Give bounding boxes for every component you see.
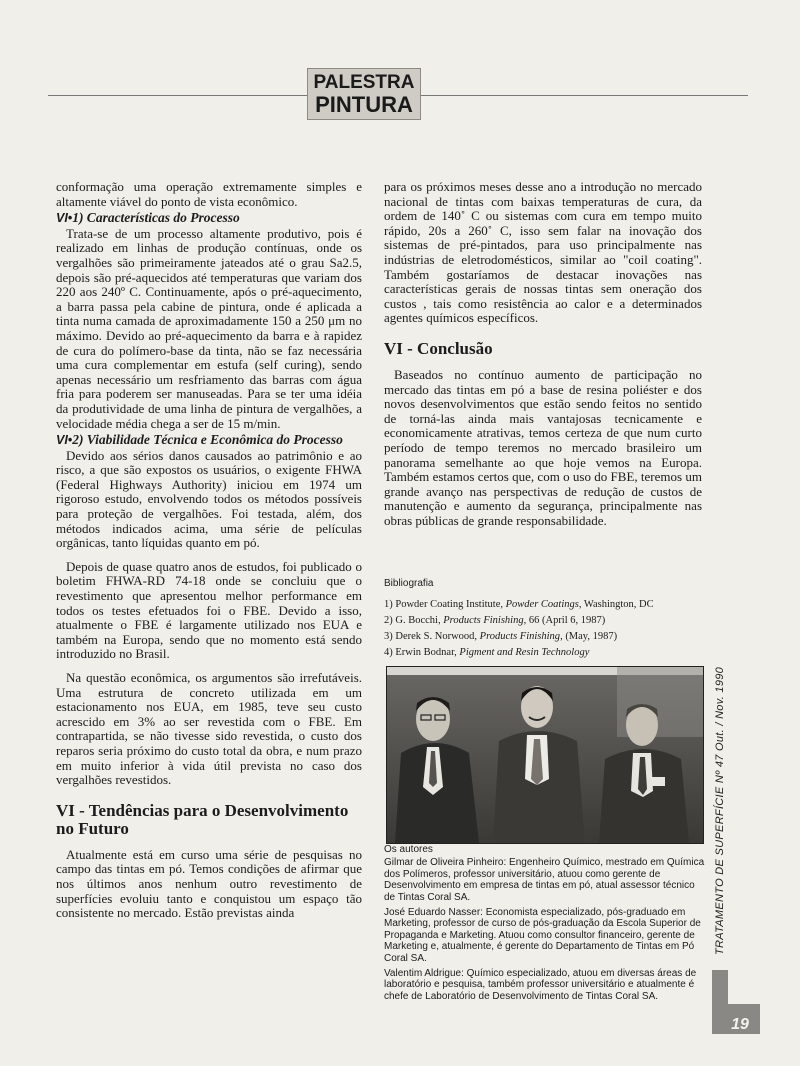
bibliography-item: 3) Derek S. Norwood, Products Finishing, (May, 1987) bbox=[384, 631, 618, 642]
caption-author-1: Gilmar de Oliveira Pinheiro: Engenheiro Químico, mestrado em Química dos Polímeros, professor universitário, atuou como gerente de Desenvolvimento em empresa de tintas em pó, atual assessor técnico de Tintas Coral SA. bbox=[384, 857, 705, 903]
paragraph-fhwa: Devido aos sérios danos causados ao patrimônio e ao risco, a que são expostos os usuários, o exigente FHWA (Federal Highways Authority) iniciou em 1974 um rigoroso estudo, envolvendo todos os métodos possíveis para proteção de vergalhões. Foi testada, além, dos métodos indicados acima, uma série de películas orgânicas, tanto líquidas quanto em pó. bbox=[56, 447, 362, 551]
subheading-viability bbox=[56, 433, 362, 448]
paragraph-process: Trata-se de um processo altamente produtivo, pois é realizado em linhas de produção contínuas, onde os vergalhões são primeiramente jateados até o grau Sa2.5, depois são pré-aquecidos até temperaturas que variam dos 220 aos 240º C. Continuamente, após o pré-aquecimento, a barra passa pela cabine de pintura, onde é aplicada a tinta numa camada de aproximadamente 150 a 250 μm no máximo. Devido ao pré-aquecimento da barra e à rapidez de cura do polímero-base da tinta, não se faz necessária uma cura complementar em estufa (self curing), sendo apenas necessário um resfriamento das barras com água fria para poderem ser manuseadas. Para se ter uma idéia da produtividade de uma linha de pintura de vergalhões, a velocidade média chega a ser de 15 m/min. bbox=[56, 225, 362, 431]
section-label bbox=[307, 68, 421, 120]
subheading-text: 2) Viabilidade Técnica e Econômica do Processo bbox=[72, 432, 343, 448]
heading-conclusao: VI - Conclusão bbox=[384, 338, 493, 358]
bibliography-title: Bibliografia bbox=[384, 578, 434, 589]
bibliography bbox=[384, 577, 704, 662]
paragraph-intro: conformação uma operação extremamente simples e altamente viável do ponto de vista econômico. bbox=[56, 179, 362, 209]
authors-captions bbox=[384, 844, 706, 1006]
journal-vertical-label: TRATAMENTO DE SUPERFÍCIE Nº 47 Out. / Nov. 1990 bbox=[714, 666, 726, 955]
left-column bbox=[56, 180, 362, 921]
authors-photo-illustration bbox=[387, 667, 703, 843]
subheading-characteristics bbox=[56, 211, 362, 226]
bibliography-item: 1) Powder Coating Institute, Powder Coatings, Washington, DC bbox=[384, 599, 654, 610]
caption-author-3: Valentim Aldrigue: Químico especializado, atuou em diversas áreas de laboratório e pesquisa, também professor universitário e atualmente é chefe de Laboratório de Desenvolvimento de Tintas Coral SA. bbox=[384, 968, 697, 1002]
section-label-line2: PINTURA bbox=[315, 92, 413, 117]
paragraph-fbe: Depois de quase quatro anos de estudos, foi publicado o boletim FHWA-RD 74-18 onde se concluiu que o revestimento que apresentou melhor performance em todos os testes efetuados foi o FBE. Devido a isso, atualmente o FBE é largamente utilizado nos EUA e também na Europa, sendo que no momento está sendo introduzido no Brasil. bbox=[56, 558, 362, 662]
authors-photo bbox=[386, 666, 704, 844]
page-number: 19 bbox=[731, 1016, 749, 1033]
paragraph-research: Atualmente está em curso uma série de pesquisas no campo das tintas em pó. Temos condições de afirmar que nos últimos anos nenhum outro revestimento de superfícies evoluiu tanto e conquistou um espaço tão consistente no mercado. Estão previstas ainda bbox=[56, 846, 362, 921]
heading-tendencias: VI - Tendências para o Desenvolvimento no Futuro bbox=[56, 800, 349, 838]
subheading-number: VI• bbox=[56, 211, 73, 226]
paragraph-economics: Na questão econômica, os argumentos são irrefutáveis. Uma estrutura de concreto utilizada em um estacionamento nos EUA, em 1985, teve seu custo acrescido em 3% ao ser revestida com o FBE. Em contrapartida, se não tivesse sido revestida, o custo dos reparos seria próximo do custo total da obra, e num prazo em muito inferior à vida útil prevista no caso dos vergalhões revestidos. bbox=[56, 670, 362, 788]
paragraph-continuation: para os próximos meses desse ano a introdução no mercado nacional de tintas com baixas temperaturas de cura, da ordem de 140˚ C ou sistemas com cura em tempo muito rápido, 20s a 260˚ C, isso sem falar na inovação dos sistemas de pré-pintados, para uso principalmente nas indústrias de eletrodomésticos, similar ao "coil coating". Também gostaríamos de destacar inovações nas características gerais de nossas tintas sem oneração dos custos , tais como resistência ao calor e a determinados agentes químicos específicos. bbox=[384, 179, 702, 326]
right-column bbox=[384, 180, 702, 528]
bibliography-item: 2) G. Bocchi, Products Finishing, 66 (April 6, 1987) bbox=[384, 615, 606, 626]
subheading-number: VI• bbox=[56, 433, 73, 448]
captions-title: Os autores bbox=[384, 844, 433, 855]
subheading-text: 1) Características do Processo bbox=[72, 210, 240, 226]
paragraph-conclusion: Baseados no contínuo aumento de participação no mercado das tintas em pó a base de resina poliéster e dos novos desenvolvimentos que estão sendo feitos no sentido de torná-las ainda mais vantajosas tecnicamente e economicamente atrativas, temos certeza de que num curto período de tempo teremos no mercado brasileiro um panorama semelhante ao que hoje vemos na Europa. Também estamos certos que, com o uso do FBE, teremos um grande avanço nas perspectivas de redução de custos de manutenção e aumento da segurança, principalmente nas obras públicas de grande responsabilidade. bbox=[384, 366, 702, 528]
section-label-line1: PALESTRA bbox=[313, 72, 415, 93]
bibliography-item: 4) Erwin Bodnar, Pigment and Resin Technology bbox=[384, 647, 590, 658]
caption-author-2: José Eduardo Nasser: Economista especializado, pós-graduado em Marketing, professor de curso de pós-graduação da Escola Superior de Propaganda e Marketing. Atuou como consultor financeiro, gerente de Marketing e, atualmente, é gerente do Departamento de Tintas em Pó Coral SA. bbox=[384, 907, 701, 964]
